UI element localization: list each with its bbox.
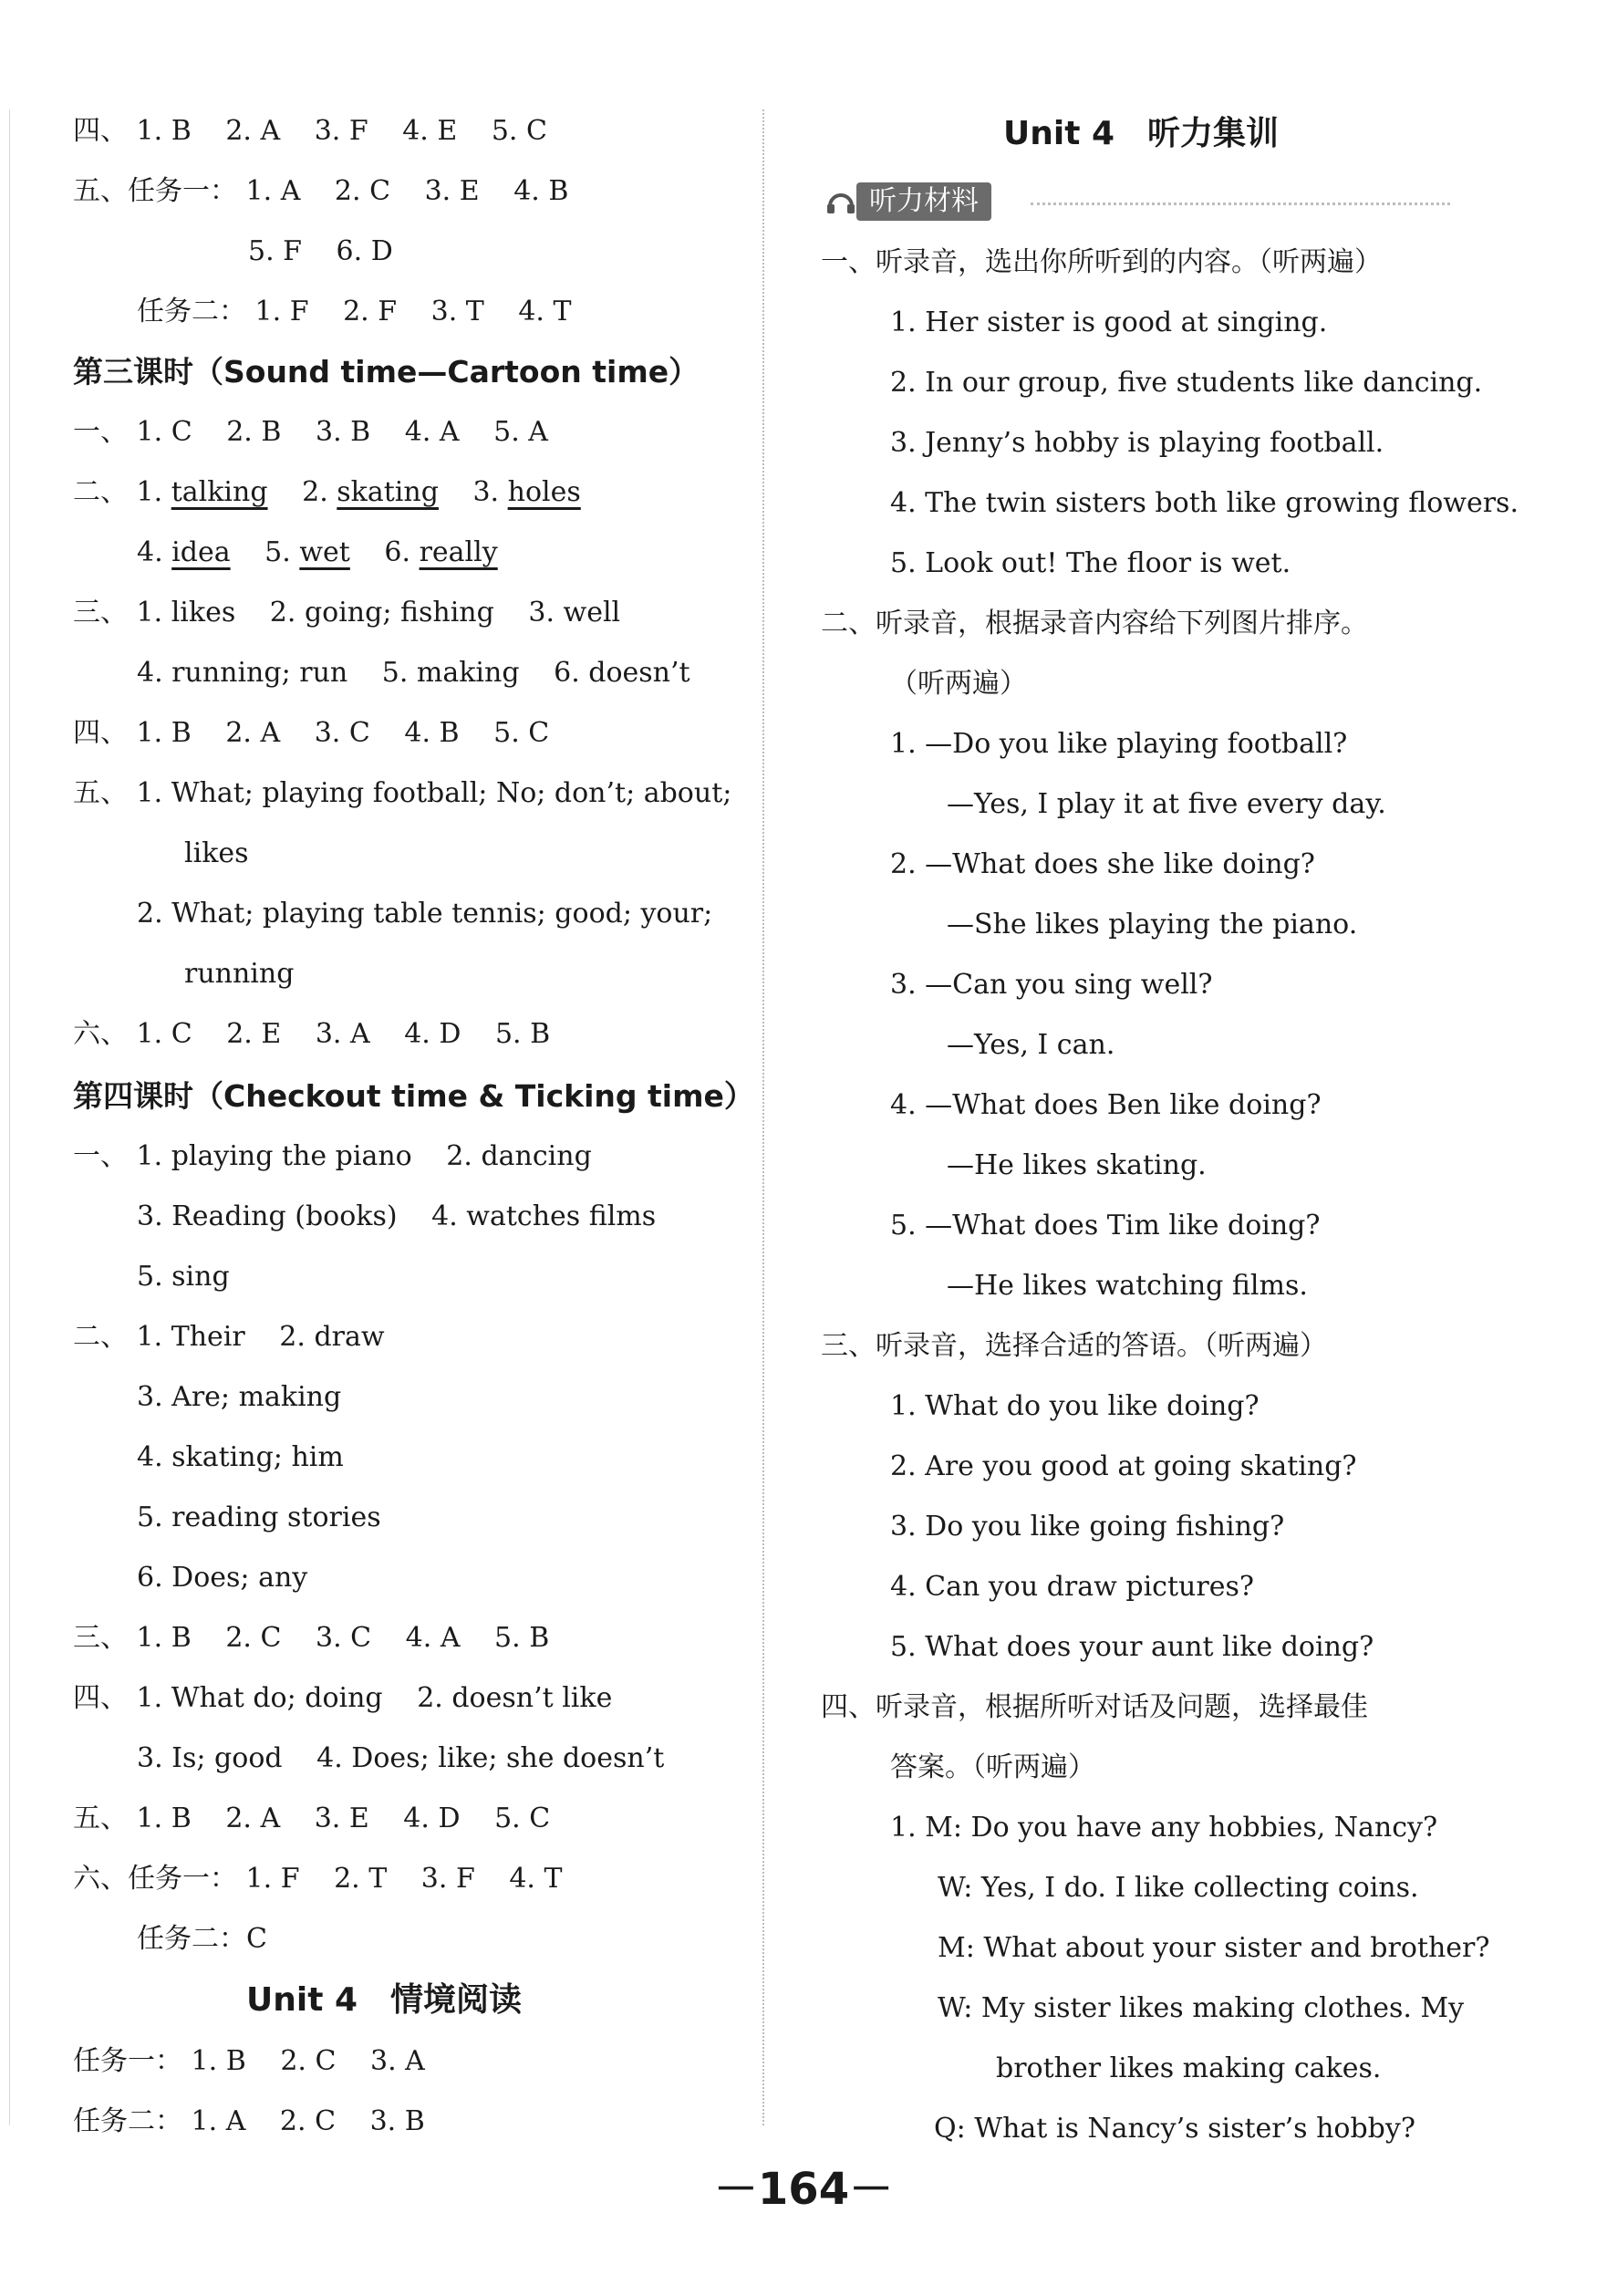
- section-title: Unit 4 情境阅读: [246, 1981, 522, 2019]
- answer-line: 六、任务一： 1. F 2. T 3. F 4. T: [73, 1863, 563, 1895]
- transcript-line: 4. The twin sisters both like growing flowers.: [890, 487, 1519, 519]
- transcript-line: W: My sister likes making clothes. My: [938, 1992, 1465, 2024]
- transcript-line: 4. —What does Ben like doing?: [890, 1089, 1322, 1121]
- transcript-line: 5. What does your aunt like doing?: [890, 1631, 1374, 1663]
- answer-line: 任务二：C: [137, 1923, 267, 1955]
- lesson-heading: 第四课时（Checkout time & Ticking time）: [73, 1078, 754, 1114]
- transcript-line: 1. M: Do you have any hobbies, Nancy?: [890, 1812, 1438, 1844]
- answer-line: 任务二： 1. A 2. C 3. B: [73, 2105, 425, 2137]
- answer-line: 四、 1. B 2. A 3. F 4. E 5. C: [73, 115, 547, 147]
- answer-line: 4. running; run 5. making 6. doesn’t: [137, 657, 690, 689]
- transcript-line: M: What about your sister and brother?: [938, 1932, 1490, 1964]
- section-title: Unit 4 听力集训: [1003, 115, 1279, 152]
- answer-line: 5. sing: [137, 1261, 230, 1293]
- transcript-line: brother likes making cakes.: [996, 2052, 1382, 2084]
- answer-line: 一、 1. C 2. B 3. B 4. A 5. A: [73, 416, 548, 448]
- transcript-line: —She likes playing the piano.: [947, 909, 1358, 940]
- question-label: 四、: [73, 115, 128, 147]
- answer-line: 任务二： 1. F 2. F 3. T 4. T: [137, 296, 572, 327]
- material-tag: 听力材料: [825, 182, 991, 223]
- transcript-line: —Yes, I play it at five every day.: [947, 788, 1386, 820]
- transcript-line: Q: What is Nancy’s sister’s hobby?: [934, 2113, 1415, 2145]
- answer-line: 四、 1. B 2. A 3. C 4. B 5. C: [73, 717, 550, 749]
- column-divider: [762, 109, 764, 2125]
- transcript-line: 1. —Do you like playing football?: [890, 728, 1348, 760]
- transcript-line: 1. What do you like doing?: [890, 1390, 1260, 1422]
- answer-line: 二、 1. talking 2. skating 3. holes: [73, 476, 581, 508]
- question-heading: 四、听录音，根据所听对话及问题，选择最佳: [821, 1691, 1368, 1723]
- answer-line: 任务一： 1. B 2. C 3. A: [73, 2045, 425, 2077]
- transcript-line: 3. —Can you sing well?: [890, 969, 1213, 1001]
- answer-line: 3. Are; making: [137, 1381, 342, 1413]
- transcript-line: 1. Her sister is good at singing.: [890, 306, 1328, 338]
- transcript-line: 4. Can you draw pictures?: [890, 1571, 1254, 1603]
- answer-line: 2. What; playing table tennis; good; your;: [137, 898, 713, 930]
- answer-line: 一、 1. playing the piano 2. dancing: [73, 1140, 592, 1172]
- headphones-icon: [825, 188, 856, 215]
- page-number: －164－: [713, 2164, 894, 2215]
- answer-line: likes: [184, 837, 249, 869]
- answer-line: 三、 1. B 2. C 3. C 4. A 5. B: [73, 1622, 550, 1654]
- answer-line: 四、 1. What do; doing 2. doesn’t like: [73, 1682, 613, 1714]
- transcript-line: 5. —What does Tim like doing?: [890, 1210, 1321, 1242]
- tag-dotted-rule: [1031, 203, 1450, 205]
- question-heading: 三、听录音，选择合适的答语。（听两遍）: [821, 1330, 1327, 1362]
- lesson-heading: 第三课时（Sound time—Cartoon time）: [73, 354, 700, 390]
- question-heading: 二、听录音，根据录音内容给下列图片排序。: [821, 608, 1368, 639]
- transcript-line: —He likes skating.: [947, 1149, 1207, 1181]
- answer-line: 4. idea 5. wet 6. really: [137, 536, 498, 568]
- question-heading: 答案。（听两遍）: [890, 1751, 1095, 1783]
- transcript-line: —He likes watching films.: [947, 1270, 1308, 1302]
- answer-line: 五、 1. What; playing football; No; don’t; about;: [73, 777, 732, 809]
- transcript-line: 2. Are you good at going skating?: [890, 1450, 1357, 1482]
- answer-line: 五、 1. B 2. A 3. E 4. D 5. C: [73, 1803, 551, 1834]
- question-heading: （听两遍）: [890, 668, 1027, 700]
- answer-line: 5. F 6. D: [248, 235, 393, 267]
- transcript-line: W: Yes, I do. I like collecting coins.: [938, 1872, 1419, 1904]
- transcript-line: 3. Do you like going fishing?: [890, 1511, 1285, 1543]
- transcript-line: 2. —What does she like doing?: [890, 848, 1315, 880]
- transcript-line: 3. Jenny’s hobby is playing football.: [890, 427, 1384, 459]
- answer-line: 6. Does; any: [137, 1562, 308, 1594]
- answer-line: 3. Reading (books) 4. watches films: [137, 1200, 657, 1232]
- answer-line: 三、 1. likes 2. going; fishing 3. well: [73, 597, 621, 629]
- question-heading: 一、听录音，选出你所听到的内容。（听两遍）: [821, 246, 1382, 278]
- transcript-line: 5. Look out! The floor is wet.: [890, 547, 1291, 579]
- answer-line: 五、任务一： 1. A 2. C 3. E 4. B: [73, 175, 569, 207]
- transcript-line: 2. In our group, five students like dancing.: [890, 367, 1483, 399]
- transcript-line: —Yes, I can.: [947, 1029, 1115, 1061]
- answer-line: 3. Is; good 4. Does; like; she doesn’t: [137, 1742, 665, 1774]
- answer-line: running: [184, 958, 295, 990]
- answer-line: 5. reading stories: [137, 1501, 381, 1533]
- answer-line: 4. skating; him: [137, 1441, 344, 1473]
- answer-line: 六、 1. C 2. E 3. A 4. D 5. B: [73, 1018, 551, 1050]
- page-edge-rule: [9, 109, 10, 2125]
- answer-line: 二、 1. Their 2. draw: [73, 1321, 385, 1353]
